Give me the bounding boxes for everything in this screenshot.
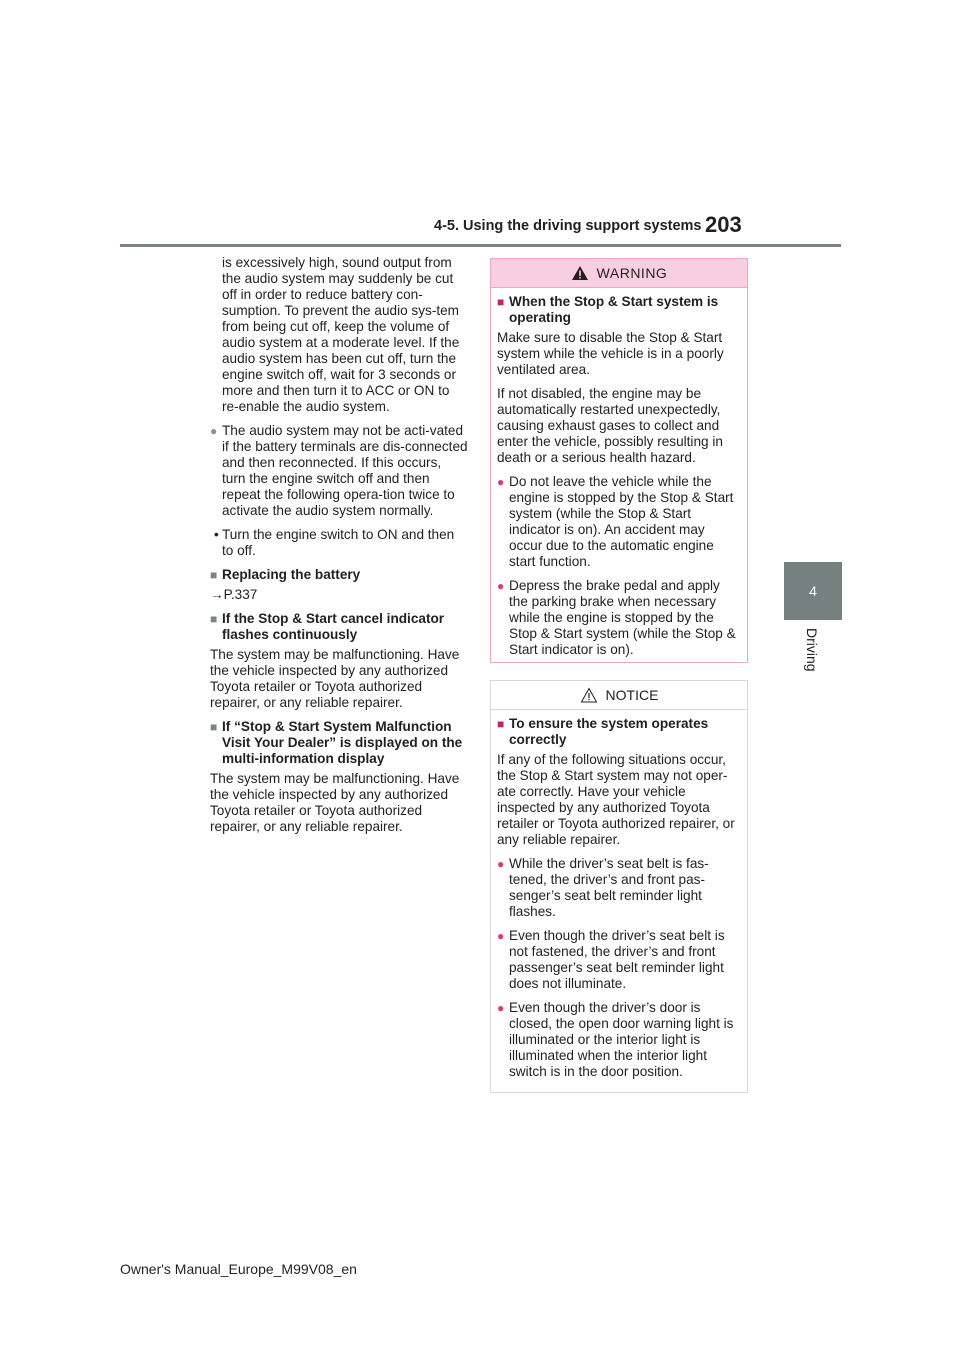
warning-heading: ■ When the Stop & Start system is operating [497, 294, 719, 325]
chapter-tab [784, 562, 842, 620]
notice-box [490, 680, 748, 1093]
bullet-circle-icon: ● [497, 1001, 505, 1015]
warning-box [490, 258, 748, 663]
body-paragraph: Make sure to disable the Stop & Start system while the vehicle is in a poorly ventilated area. [497, 330, 724, 377]
section-heading: ■ If the Stop & Start cancel indicator flashes continuously [210, 611, 445, 642]
list-item: ● Do not leave the vehicle while the engine is stopped by the Stop & Start system (while the Stop & Start indicator is on). An accident may occur due to the automatic engine start function. [497, 474, 734, 569]
notice-header [491, 681, 747, 710]
bullet-circle-icon: ● [210, 424, 218, 438]
chapter-label: Driving [804, 628, 820, 672]
square-icon: ■ [210, 720, 218, 734]
notice-title: NOTICE [605, 687, 659, 703]
page-number: 203 [705, 212, 742, 237]
bullet-text: The audio system may not be acti-vated if the battery terminals are dis-connected and then reconnected. If this occurs, turn the engine switch off and then repeat the following opera-tion twice to activate the audio system normally. [222, 423, 468, 518]
section-heading: ■ If “Stop & Start System Malfunction Visit Your Dealer” is displayed on the multi-information display [210, 719, 463, 766]
warning-triangle-icon [571, 265, 589, 281]
square-icon: ■ [210, 612, 218, 626]
square-icon: ■ [210, 568, 218, 582]
footer-text: Owner's Manual_Europe_M99V08_en [120, 1261, 357, 1277]
list-item: ● Depress the brake pedal and apply the parking brake when necessary while the engine is stopped by the Stop & Start system (while the Stop & Start indicator is on). [497, 578, 736, 657]
body-paragraph: The system may be malfunctioning. Have the vehicle inspected by any authorized Toyota retailer or Toyota authorized repairer, or any reliable repairer. [210, 647, 460, 710]
header-divider [120, 244, 841, 247]
list-item: ● Even though the driver’s door is closed, the open door warning light is illuminated or the interior light is illuminated when the interior light switch is in the door position. [497, 1000, 734, 1079]
chapter-number: 4 [809, 583, 817, 599]
caution-triangle-icon [580, 687, 598, 703]
section-heading: ■ Replacing the battery [210, 567, 361, 582]
bullet-dot-icon: • [214, 527, 219, 542]
section-title: 4-5. Using the driving support systems [434, 218, 702, 234]
bullet-text: Turn the engine switch to ON and then to off. [222, 527, 455, 558]
body-paragraph: If any of the following situations occur, the Stop & Start system may not oper-ate correctly. Have your vehicle inspected by any authorized Toyota retailer or Toyota authorized repairer, or any reliable repairer. [497, 752, 735, 847]
warning-title: WARNING [596, 265, 668, 281]
bullet-circle-icon: ● [497, 857, 505, 871]
list-item [210, 527, 468, 559]
square-icon: ■ [497, 717, 505, 731]
body-paragraph: If not disabled, the engine may be automatically restarted unexpectedly, causing exhaust gases to collect and enter the vehicle, possibly resulting in death or a serious health hazard. [497, 386, 723, 465]
notice-heading: ■ To ensure the system operates correctly [497, 716, 709, 747]
warning-header [491, 259, 747, 288]
page-reference[interactable]: →P.337 [210, 587, 258, 602]
list-item [210, 423, 468, 519]
left-column [210, 255, 468, 843]
bullet-circle-icon: ● [497, 475, 505, 489]
continued-paragraph: is excessively high, sound output from the audio system may suddenly be cut off in order to reduce battery con-sumption. To prevent the audio sys-tem from being cut off, keep the volume of audio system at a moderate level. If the audio system has been cut off, turn the engine switch off, wait for 3 seconds or more and then turn it to ACC or ON to re-enable the audio system. [222, 255, 460, 414]
body-paragraph: The system may be malfunctioning. Have the vehicle inspected by any authorized Toyota retailer or Toyota authorized repairer, or any reliable repairer. [210, 771, 460, 834]
list-item: ● Even though the driver’s seat belt is not fastened, the driver’s and front passenger’s seat belt reminder light does not illuminate. [497, 928, 725, 991]
list-item: ● While the driver’s seat belt is fas-tened, the driver’s and front pas-senger’s seat belt reminder light flashes. [497, 856, 709, 919]
bullet-circle-icon: ● [497, 579, 505, 593]
square-icon: ■ [497, 295, 505, 309]
bullet-circle-icon: ● [497, 929, 505, 943]
